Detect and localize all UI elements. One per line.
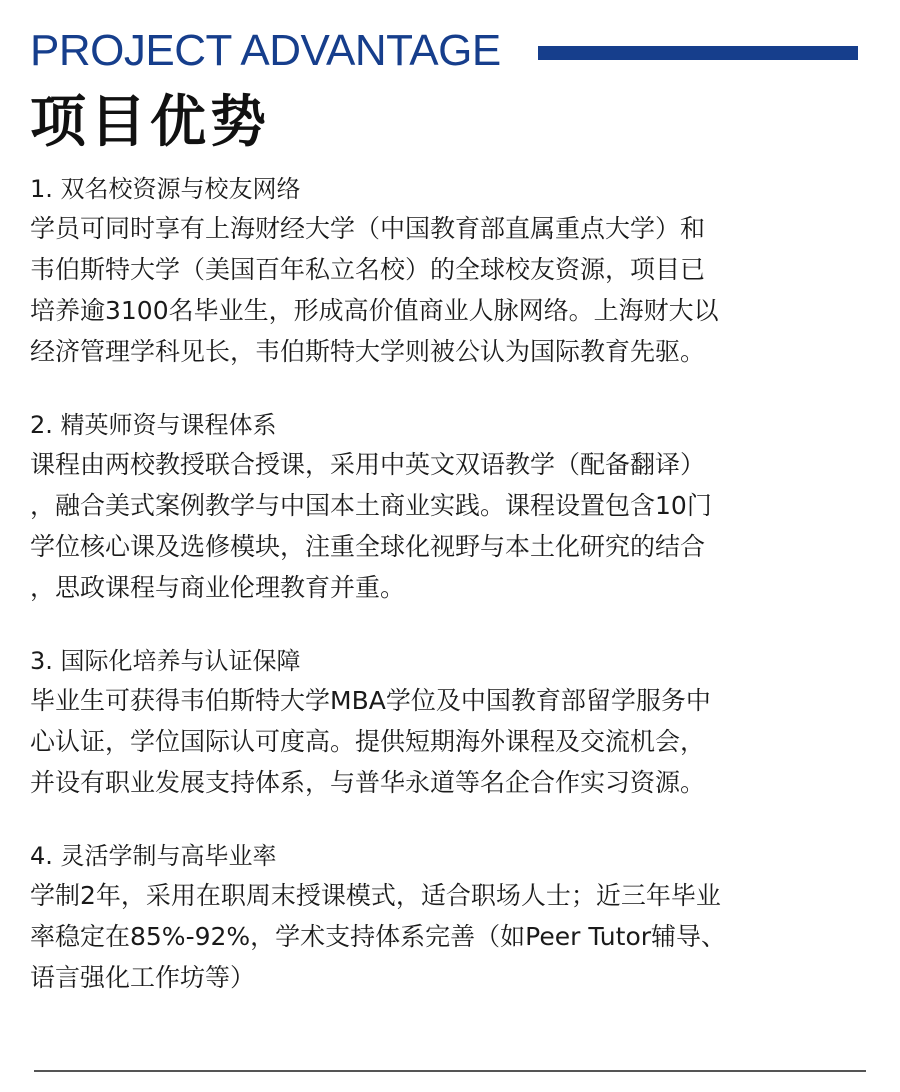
section-faculty-curriculum [30, 406, 870, 608]
section-text-line: 率稳定在85%-92%，学术支持体系完善（如Peer Tutor辅导、 [30, 922, 727, 951]
section-text-line: 心认证，学位国际认可度高。提供短期海外课程及交流机会， [30, 727, 706, 756]
section-heading: 3. 国际化培养与认证保障 [30, 647, 301, 675]
header [30, 22, 870, 82]
section-text-line: 毕业生可获得韦伯斯特大学MBA学位及中国教育部留学服务中 [30, 686, 711, 715]
section-text-line: ，融合美式案例教学与中国本土商业实践。课程设置包含10门 [30, 491, 712, 520]
section-text-line: 韦伯斯特大学（美国百年私立名校）的全球校友资源，项目已 [30, 255, 706, 284]
eyebrow-title: PROJECT ADVANTAGE [30, 26, 501, 75]
accent-bar [538, 46, 858, 60]
section-text-line: 学制2年，采用在职周末授课模式，适合职场人士；近三年毕业 [30, 881, 721, 910]
section-heading: 1. 双名校资源与校友网络 [30, 175, 301, 203]
section-flexible-schedule [30, 837, 870, 998]
bottom-divider [34, 1070, 866, 1072]
section-text-line: ，思政课程与商业伦理教育并重。 [30, 573, 406, 602]
section-text-line: 经济管理学科见长，韦伯斯特大学则被公认为国际教育先驱。 [30, 337, 706, 366]
section-text-line: 学员可同时享有上海财经大学（中国教育部直属重点大学）和 [30, 214, 706, 243]
section-text-line: 培养逾3100名毕业生，形成高价值商业人脉网络。上海财大以 [30, 296, 719, 325]
section-text-line: 并设有职业发展支持体系，与普华永道等名企合作实习资源。 [30, 768, 706, 797]
section-heading: 4. 灵活学制与高毕业率 [30, 842, 277, 870]
sections-container [30, 170, 870, 1032]
section-dual-schools [30, 170, 870, 372]
section-heading: 2. 精英师资与课程体系 [30, 411, 277, 439]
section-text-line: 语言强化工作坊等） [30, 963, 256, 992]
section-text-line: 课程由两校教授联合授课，采用中英文双语教学（配备翻译） [30, 450, 706, 479]
section-international-certification [30, 642, 870, 803]
page-title: 项目优势 [30, 90, 270, 155]
section-text-line: 学位核心课及选修模块，注重全球化视野与本土化研究的结合 [30, 532, 706, 561]
